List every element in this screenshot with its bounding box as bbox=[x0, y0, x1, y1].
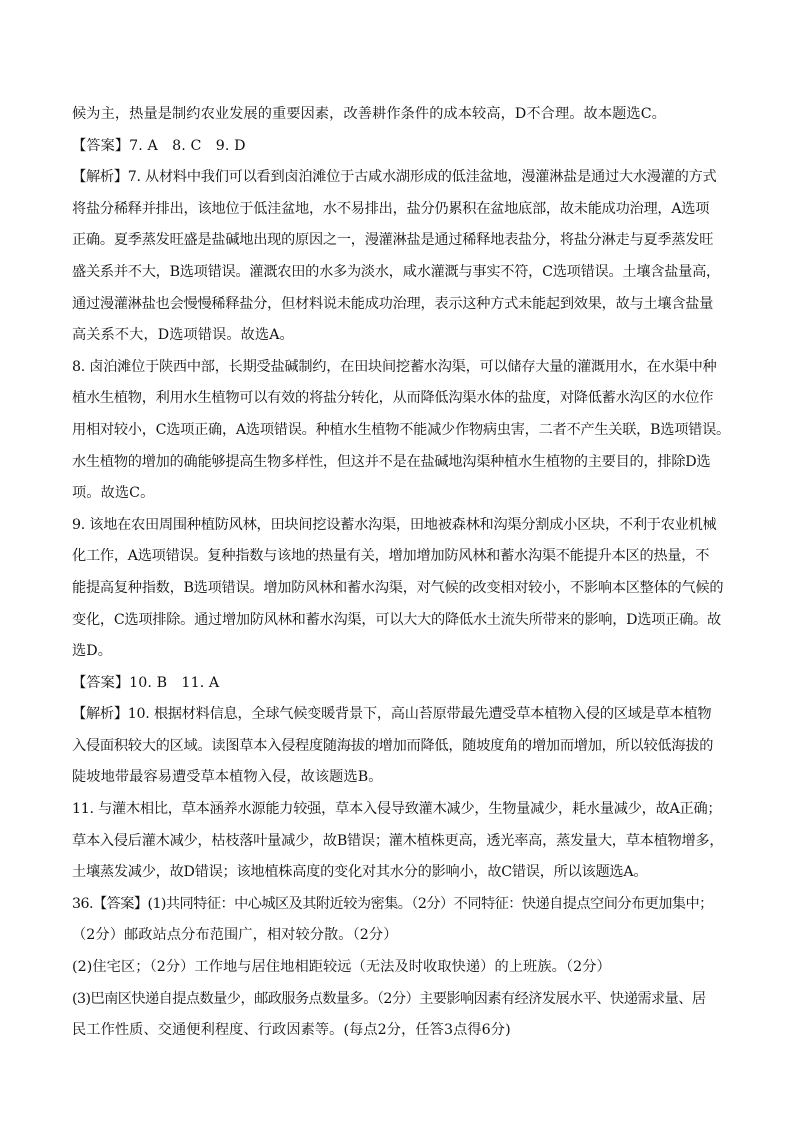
text-line: 正确。夏季蒸发旺盛是盐碱地出现的原因之一，漫灌淋盐是通过稀释地表盐分，将盐分淋走与夏季蒸发旺 bbox=[72, 232, 714, 249]
text-line: 化工作，A选项错误。复种指数与该地的热量有关，增加增加防风林和蓄水沟渠不能提升本区的热量，不 bbox=[72, 548, 710, 565]
answer-heading-7-9: 【答案】7. A 8. C 9. D bbox=[72, 137, 246, 154]
text-line: （2分）邮政站点分布范围广，相对较分散。（2分） bbox=[72, 927, 398, 944]
text-line: 草本入侵后灌木减少，枯枝落叶量减少，故B错误；灌木植株更高，透光率高，蒸发量大，草本植物增多， bbox=[72, 832, 724, 849]
text-line: 项。故选C。 bbox=[72, 485, 155, 502]
text-line: 能提高复种指数，B选项错误。增加防风林和蓄水沟渠，对气候的改变相对较小，不影响本区整体的气候的 bbox=[72, 579, 724, 596]
text-line: 盛关系并不大，B选项错误。灌溉农田的水多为淡水，咸水灌溉与事实不符，C选项错误。土壤含盐量高， bbox=[72, 263, 720, 280]
text-line: 水生植物的增加的确能够提高生物多样性，但这并不是在盐碱地沟渠种植水生植物的主要目的，排除D选 bbox=[72, 453, 711, 470]
text-line: (3)巴南区快递自提点数量少，邮政服务点数量多。（2分）主要影响因素有经济发展水平、快递需求量、居 bbox=[72, 990, 706, 1007]
text-line: 选D。 bbox=[72, 643, 113, 660]
text-line: 变化，C选项排除。通过增加防风林和蓄水沟渠，可以大大的降低水土流失所带来的影响，D选项正确。故 bbox=[72, 611, 721, 628]
answer-heading-36: 36.【答案】(1)共同特征：中心城区及其附近较为密集。（2分）不同特征：快递自提点空间分布更加集中； bbox=[72, 895, 713, 912]
text-line: 陡坡地带最容易遭受草本植物入侵，故该题选B。 bbox=[72, 769, 383, 786]
text-line: 候为主，热量是制约农业发展的重要因素，改善耕作条件的成本较高，D不合理。故本题选C。 bbox=[72, 106, 666, 122]
text-line: 民工作性质、交通便利程度、行政因素等。(每点2分，任答3点得6分) bbox=[72, 1022, 511, 1039]
text-line: 8. 卤泊滩位于陕西中部，长期受盐碱制约，在田块间挖蓄水沟渠，可以储存大量的灌溉用水，在水渠中种 bbox=[72, 358, 717, 375]
text-line: 【解析】10. 根据材料信息，全球气候变暖背景下，高山苔原带最先遭受草本植物入侵的区域是草本植物 bbox=[72, 706, 712, 723]
answer-text-body bbox=[72, 99, 732, 1047]
text-line: 用相对较小，C选项正确，A选项错误。种植水生植物不能减少作物病虫害，二者不产生关联，B选项错误。 bbox=[72, 421, 730, 438]
text-line: 11. 与灌木相比，草本涵养水源能力较强，草本入侵导致灌木减少，生物量减少，耗水量减少，故A正确； bbox=[72, 801, 722, 818]
text-line: 植水生植物，利用水生植物可以有效的将盐分转化，从而降低沟渠水体的盐度，对降低蓄水沟区的水位作 bbox=[72, 390, 714, 407]
text-line: 通过漫灌淋盐也会慢慢稀释盐分，但材料说未能成功治理，表示这种方式未能起到效果，故与土壤含盐量 bbox=[72, 295, 714, 312]
text-line: 入侵面积较大的区域。读图草本入侵程度随海拔的增加而降低，随坡度角的增加而增加，所以较低海拔的 bbox=[72, 737, 714, 754]
text-line: (2)住宅区；（2分）工作地与居住地相距较远（无法及时收取快递）的上班族。（2分） bbox=[72, 959, 611, 976]
text-line: 将盐分稀释并排出，该地位于低洼盆地，水不易排出，盐分仍累积在盆地底部，故未能成功治理，A选项 bbox=[72, 200, 710, 217]
text-line: 土壤蒸发减少，故D错误；该地植株高度的变化对其水分的影响小，故C错误，所以该题选A。 bbox=[72, 864, 648, 881]
text-line: 【解析】7. 从材料中我们可以看到卤泊滩位于古咸水湖形成的低洼盆地，漫灌淋盐是通过大水漫灌的方式 bbox=[72, 169, 717, 186]
answer-heading-10-11: 【答案】10. B 11. A bbox=[72, 674, 220, 691]
text-line: 9. 该地在农田周围种植防风林，田块间挖设蓄水沟渠，田地被森林和沟渠分割成小区块，不利于农业机械 bbox=[72, 516, 717, 533]
text-line: 高关系不大，D选项错误。故选A。 bbox=[72, 327, 294, 344]
